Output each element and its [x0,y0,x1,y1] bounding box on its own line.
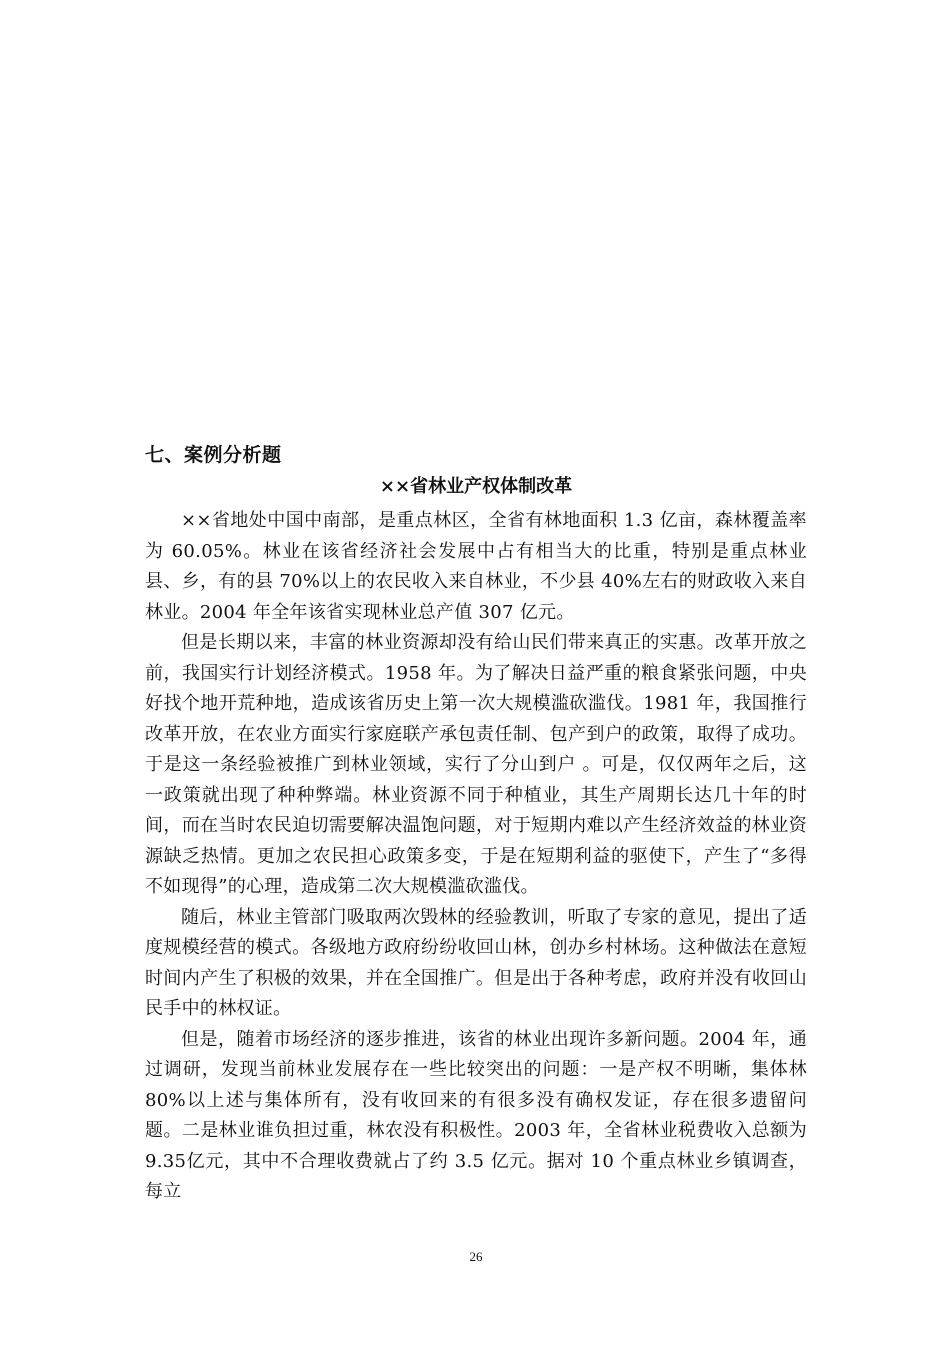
paragraph: 但是，随着市场经济的逐步推进，该省的林业出现许多新问题。2004 年，通过调研，发现当前林业发展存在一些比较突出的问题：一是产权不明晰，集体林80%以上述与集体所有，没有收回来的有很多没有确权发证，存在很多遗留问题。二是林业谁负担过重，林农没有积极性。2003 年，全省林业税费收入总额为 9.35亿元，其中不合理收费就占了约 3.5 亿元。据对 10 个重点林业乡镇调查，每立 [145,1028,807,1202]
paragraph: ××省地处中国中南部，是重点林区，全省有林地面积 1.3 亿亩，森林覆盖率为 60.05%。林业在该省经济社会发展中占有相当大的比重，特别是重点林业县、乡，有的县 70%以上的农民收入来自林业，不少县 40%左右的财政收入来自林业。2004 年全年该省实现林业总产值 307 亿元。 [145,510,807,623]
article-title: ××省林业产权体制改革 [379,476,573,497]
article-body [145,506,807,1208]
page-number: 26 [469,1249,483,1264]
paragraph: 随后，林业主管部门吸取两次毁林的经验教训，听取了专家的意见，提出了适度规模经营的模式。各级地方政府纷纷收回山林，创办乡村林场。这种做法在意短时间内产生了积极的效果，并在全国推广。但是出于各种考虑，政府并没有收回山民手中的林权证。 [145,906,807,1019]
paragraph: 但是长期以来，丰富的林业资源却没有给山民们带来真正的实惠。改革开放之前，我国实行计划经济模式。1958 年。为了解决日益严重的粮食紧张问题，中央好找个地开荒种地，造成该省历史上第一次大规模滥砍滥伐。1981 年，我国推行改革开放，在农业方面实行家庭联产承包责任制、包产到户的政策，取得了成功。于是这一条经验被推广到林业领域，实行了分山到户 。可是，仅仅两年之后，这一政策就出现了种种弊端。林业资源不同于种植业，其生产周期长达几十年的时间，而在当时农民迫切需要解决温饱问题，对于短期内难以产生经济效益的林业资源缺乏热情。更加之农民担心政策多变，于是在短期利益的驱使下，产生了“多得不如现得”的心理，造成第二次大规模滥砍滥伐。 [145,632,807,897]
section-heading: 七、案例分析题 [145,444,282,466]
